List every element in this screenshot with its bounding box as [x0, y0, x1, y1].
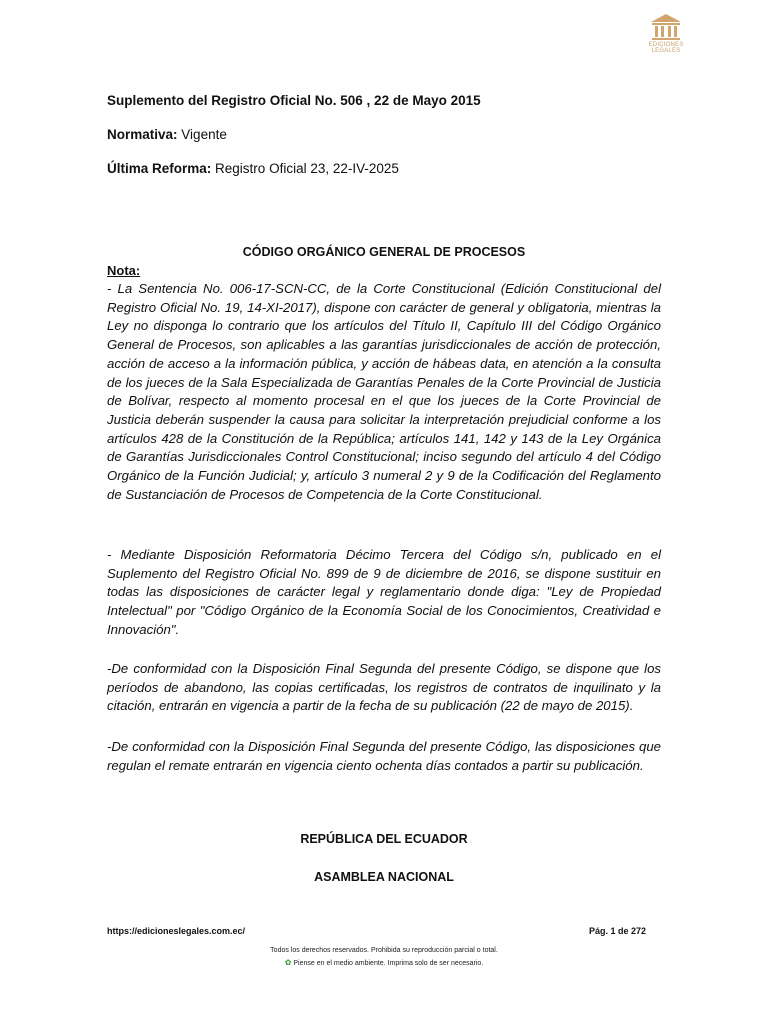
note-paragraph-2: - Mediante Disposición Reformatoria Décimo Tercera del Código s/n, publicado en el Suplemento del Registro Oficial No. 899 de 9 de diciembre de 2016, se dispone sustituir en todas las disposiciones de carácter legal y reglamentario donde diga: "Ley de Propiedad Intelectual" por "Código Orgánico de la Economía Social de los Conocimientos, Creatividad e Innovación".	[107, 547, 661, 637]
normativa-line	[107, 127, 227, 142]
note-paragraph-4: -De conformidad con la Disposición Final Segunda del presente Código, las disposiciones que regulan el remate entrarán en vigencia ciento ochenta días contados a partir su publicación.	[107, 739, 661, 773]
footer-url: https://edicioneslegales.com.ec/	[107, 926, 246, 936]
footer-page-number: Pág. 1 de 272	[588, 926, 646, 936]
note-paragraph-1: - La Sentencia No. 006-17-SCN-CC, de la Corte Constitucional (Edición Constitucional del Registro Oficial No. 19, 14-XI-2017), dispone con carácter de general y obligatoria, mientras la Ley no disponga lo contrario que los artículos del Título II, Capítulo III del Código Orgánico General de Procesos, son aplicables a las garantías jurisdiccionales de acción de protección, acción de acceso a la información pública, y acción de hábeas data, en atención a la consulta de los jueces de la Sala Especializada de Garantías Penales de la Corte Provincial de Justicia de Bolívar, respecto al momento procesal en el que los jueces de la Corte Provincial de Justicia deberán suspender la causa para solicitar la interpretación prejudicial conforme a los artículos 428 de la Constitución de la República; artículos 141, 142 y 143 de la Ley Orgánica de Garantías Jurisdiccionales Control Constitucional; inciso segundo del artículo 4 del Código Orgánico de la Función Judicial; y, artículo 3 numeral 2 y 9 de la Codificación del Reglamento de Sustanciación de Procesos de Competencia de la Corte Constitucional.	[107, 281, 661, 502]
document-title: CÓDIGO ORGÁNICO GENERAL DE PROCESOS	[242, 245, 526, 259]
reforma-line	[107, 161, 399, 176]
republica-heading: REPÚBLICA DEL ECUADOR	[300, 832, 468, 846]
ediciones-legales-logo	[640, 12, 692, 68]
note-paragraph-3: -De conformidad con la Disposición Final Segunda del presente Código, se dispone que los períodos de abandono, las copias certificadas, los registros de contratos de inquilinato y la citación, entrarán en vigencia a partir de la fecha de su publicación (22 de mayo de 2015).	[107, 661, 661, 714]
footer-rights: Todos los derechos reservados. Prohibida su reproducción parcial o total.	[270, 947, 498, 954]
supplement-line	[107, 93, 481, 108]
normativa-label: Normativa:	[107, 127, 178, 142]
footer-environment: Piense en el medio ambiente. Imprima solo de ser necesario.	[293, 960, 484, 967]
leaf-icon: ✿	[284, 958, 292, 967]
supplement-text: Suplemento del Registro Oficial No. 506 , 22 de Mayo 2015	[107, 93, 481, 108]
logo-text-line2: LEGALES	[651, 48, 681, 54]
reforma-label: Última Reforma:	[107, 161, 212, 176]
temple-icon	[649, 12, 683, 42]
normativa-value: Vigente	[181, 127, 227, 142]
footer-environment-line	[107, 958, 661, 967]
nota-label: Nota:	[107, 263, 141, 278]
asamblea-heading: ASAMBLEA NACIONAL	[314, 870, 454, 884]
logo-text-line1: EDICIONES	[648, 42, 684, 48]
reforma-value: Registro Oficial 23, 22-IV-2025	[215, 161, 399, 176]
